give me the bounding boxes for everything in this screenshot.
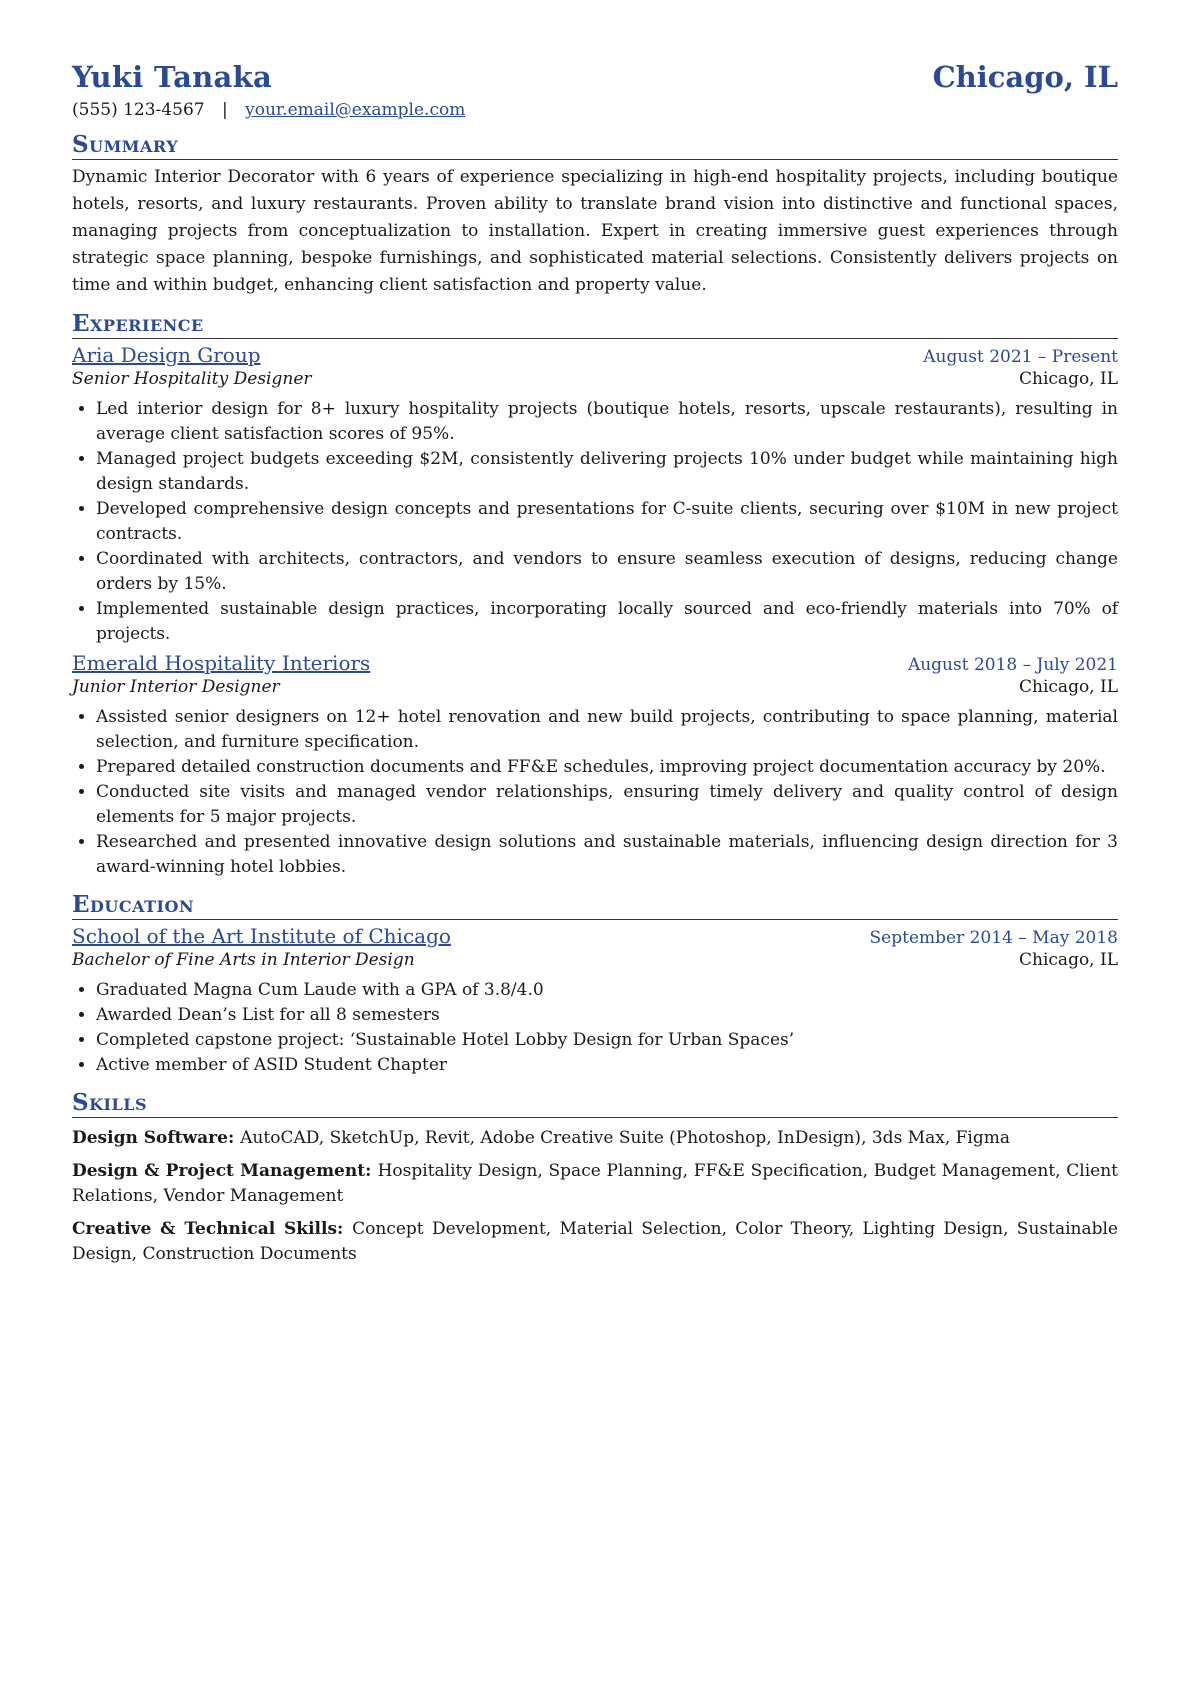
- education-location: Chicago, IL: [1019, 950, 1118, 970]
- section-title-skills: Skills: [72, 1090, 1118, 1118]
- summary-text: Dynamic Interior Decorator with 6 years of experience specializing in high-end hospitality projects, including boutique hotels, resorts, and luxury restaurants. Proven ability to translate brand vision into distinctive and functional spaces, managing projects from conceptualization to installation. Expert in creating immersive guest experiences through strategic space planning, bespoke furnishings, and sophisticated material selections. Consistently delivers projects on time and within budget, enhancing client satisfaction and property value.: [72, 167, 1118, 295]
- experience-section: [72, 311, 1118, 880]
- job-title: Junior Interior Designer: [72, 677, 280, 697]
- job-bullets: [72, 705, 1118, 880]
- job-dates: August 2021 – Present: [923, 347, 1118, 367]
- skill-label: Design Software:: [72, 1128, 241, 1148]
- email-link[interactable]: your.email@example.com: [245, 100, 466, 120]
- section-title-experience: Experience: [72, 311, 1118, 339]
- bullet-item: • Completed capstone project: ‘Sustainable Hotel Lobby Design for Urban Spaces’: [96, 1028, 1118, 1053]
- bullet-item: • Coordinated with architects, contractors, and vendors to ensure seamless execution of designs, reducing change orders by 15%.: [96, 547, 1118, 597]
- job-location: Chicago, IL: [1019, 677, 1118, 697]
- school-name[interactable]: School of the Art Institute of Chicago: [72, 924, 451, 948]
- resume-header: [72, 60, 1118, 94]
- skill-row: [72, 1159, 1118, 1209]
- job-bullets: [72, 397, 1118, 647]
- bullet-item: • Prepared detailed construction documents and FF&E schedules, improving project documentation accuracy by 20%.: [96, 755, 1118, 780]
- skill-label: Design & Project Management:: [72, 1161, 378, 1181]
- bullet-item: • Conducted site visits and managed vendor relationships, ensuring timely delivery and quality control of design elements for 5 major projects.: [96, 780, 1118, 830]
- candidate-name: Yuki Tanaka: [72, 60, 273, 94]
- job-title: Senior Hospitality Designer: [72, 369, 312, 389]
- bullet-item: • Managed project budgets exceeding $2M, consistently delivering projects 10% under budget while maintaining high design standards.: [96, 447, 1118, 497]
- bullet-item: • Implemented sustainable design practices, incorporating locally sourced and eco-friendly materials into 70% of projects.: [96, 597, 1118, 647]
- bullet-item: • Developed comprehensive design concepts and presentations for C-suite clients, securing over $10M in new project contracts.: [96, 497, 1118, 547]
- degree-title: Bachelor of Fine Arts in Interior Design: [72, 950, 415, 970]
- bullet-item: • Awarded Dean’s List for all 8 semesters: [96, 1003, 1118, 1028]
- job-entry: [72, 651, 1118, 880]
- education-section: [72, 892, 1118, 1078]
- skill-value: Hospitality Design, Space Planning, FF&E Specification, Budget Management, Client Relations, Vendor Management: [72, 1161, 1118, 1206]
- company-name[interactable]: Emerald Hospitality Interiors: [72, 651, 371, 675]
- resume-page: [72, 60, 1118, 1267]
- section-title-education: Education: [72, 892, 1118, 920]
- summary-section: [72, 132, 1118, 299]
- bullet-item: • Led interior design for 8+ luxury hospitality projects (boutique hotels, resorts, upscale restaurants), resulting in average client satisfaction scores of 95%.: [96, 397, 1118, 447]
- bullet-item: • Researched and presented innovative design solutions and sustainable materials, influencing design direction for 3 award-winning hotel lobbies.: [96, 830, 1118, 880]
- contact-separator: |: [221, 100, 228, 120]
- bullet-item: • Assisted senior designers on 12+ hotel renovation and new build projects, contributing to space planning, material selection, and furniture specification.: [96, 705, 1118, 755]
- phone-number: (555) 123-4567: [72, 100, 205, 120]
- section-title-summary: Summary: [72, 132, 1118, 160]
- skill-label: Creative & Technical Skills:: [72, 1219, 353, 1239]
- education-bullets: [72, 978, 1118, 1078]
- contact-line: [72, 100, 1118, 120]
- job-location: Chicago, IL: [1019, 369, 1118, 389]
- company-name[interactable]: Aria Design Group: [72, 343, 261, 367]
- bullet-item: • Active member of ASID Student Chapter: [96, 1053, 1118, 1078]
- skill-row: [72, 1217, 1118, 1267]
- candidate-location: Chicago, IL: [932, 60, 1118, 94]
- job-entry: [72, 343, 1118, 647]
- skill-row: [72, 1126, 1118, 1151]
- skill-value: AutoCAD, SketchUp, Revit, Adobe Creative Suite (Photoshop, InDesign), 3ds Max, Figma: [240, 1128, 1011, 1148]
- skills-section: [72, 1090, 1118, 1267]
- skill-value: Concept Development, Material Selection, Color Theory, Lighting Design, Sustainable Design, Construction Documents: [72, 1219, 1118, 1264]
- education-dates: September 2014 – May 2018: [869, 928, 1118, 948]
- bullet-item: • Graduated Magna Cum Laude with a GPA of 3.8/4.0: [96, 978, 1118, 1003]
- job-dates: August 2018 – July 2021: [907, 655, 1118, 675]
